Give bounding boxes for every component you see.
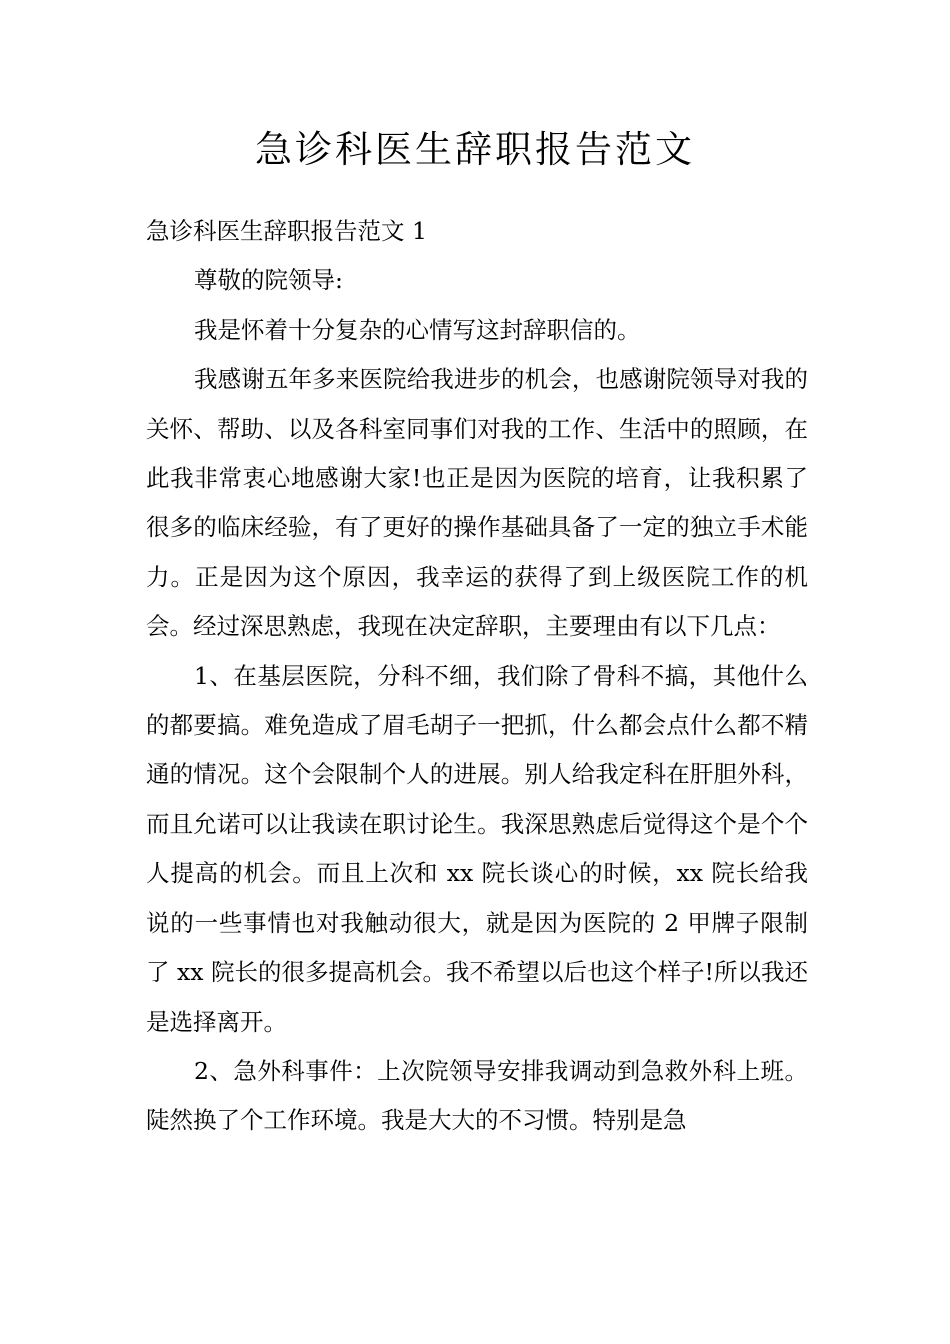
paragraph-reason-2: 2、急外科事件：上次院领导安排我调动到急救外科上班。陡然换了个工作环境。我是大大的不习惯。特别是急 <box>146 1056 808 1135</box>
paragraph-opening: 我是怀着十分复杂的心情写这封辞职信的。 <box>194 315 641 344</box>
salutation: 尊敬的院领导: <box>194 266 343 295</box>
document-title: 急诊科医生辞职报告范文 <box>255 128 695 171</box>
paragraph-reason-1: 1、在基层医院，分科不细，我们除了骨科不搞，其他什么的都要搞。难免造成了眉毛胡子一把抓，什么都会点什么都不精通的情况。这个会限制个人的进展。别人给我定科在肝胆外科，而且允诺可以让我读在职讨论生。我深思熟虑后觉得这个是个个人提高的机会。而且上次和 xx 院长谈心的时候，xx 院长给我说的一些事情也对我触动很大，就是因为医院的 2 甲牌子限制了 xx 院长的很多提高机会。我不希望以后也这个样子!所以我还是选择离开。 <box>146 661 808 1036</box>
document-body <box>146 207 808 1146</box>
paragraph-thanks: 我感谢五年多来医院给我进步的机会，也感谢院领导对我的关怀、帮助、以及各科室同事们对我的工作、生活中的照顾，在此我非常衷心地感谢大家!也正是因为医院的培育，让我积累了很多的临床经验，有了更好的操作基础具备了一定的独立手术能力。正是因为这个原因，我幸运的获得了到上级医院工作的机会。经过深思熟虑，我现在决定辞职，主要理由有以下几点： <box>146 365 808 641</box>
section-heading: 急诊科医生辞职报告范文 1 <box>146 217 427 245</box>
